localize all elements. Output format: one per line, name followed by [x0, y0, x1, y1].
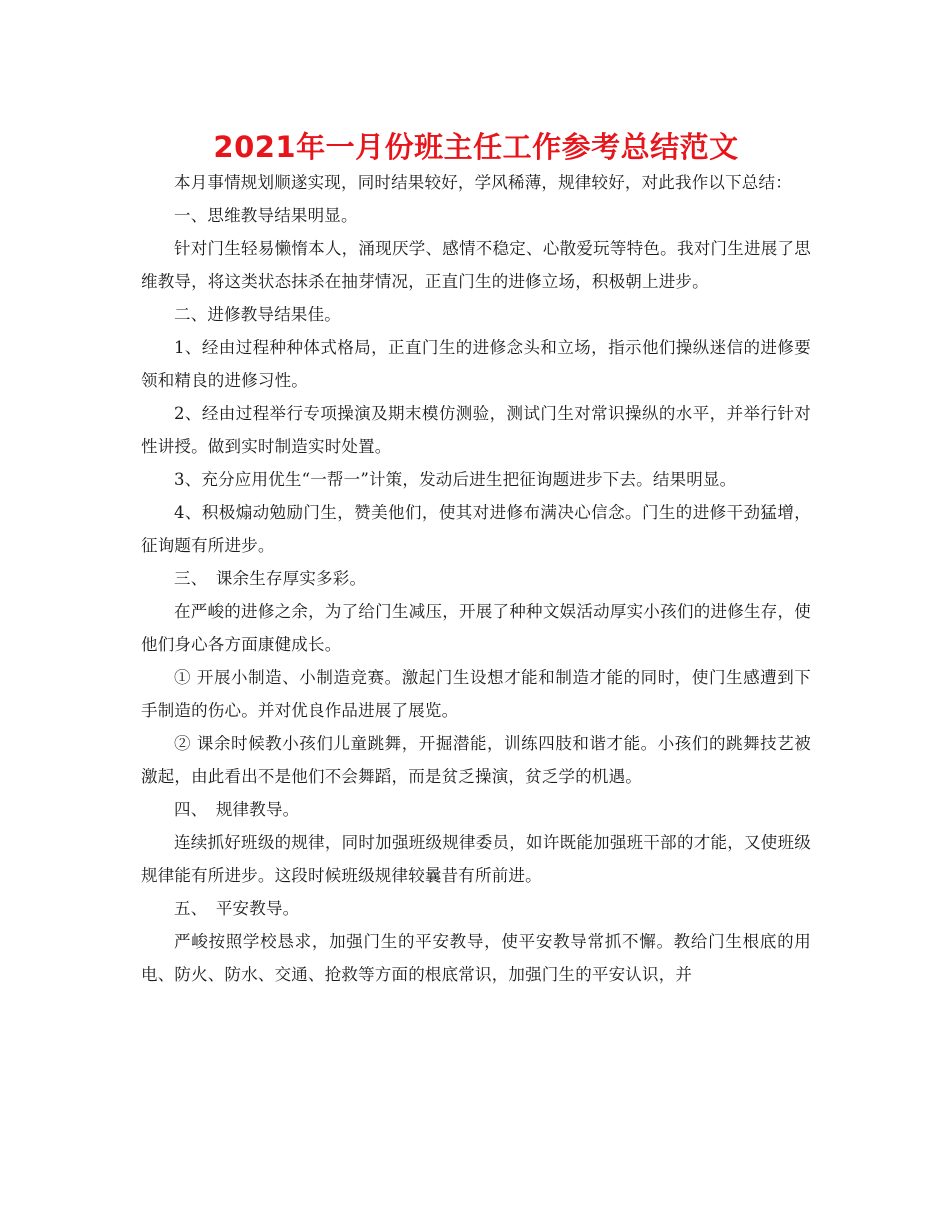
- list-item: ② 课余时候教小孩们儿童跳舞，开掘潜能，训练四肢和谐才能。小孩们的跳舞技艺被激起，由此看出不是他们不会舞蹈，而是贫乏操演，贫乏学的机遇。: [141, 734, 811, 786]
- section-heading-1: 一、思维教导结果明显。: [174, 206, 358, 225]
- document-body: [141, 166, 811, 991]
- section-heading-4: 四、 规律教导。: [174, 800, 300, 819]
- section-heading-5: 五、 平安教导。: [174, 899, 300, 918]
- document-title: 2021年一月份班主任工作参考总结范文: [213, 130, 739, 164]
- paragraph: 连续抓好班级的规律，同时加强班级规律委员，如许既能加强班干部的才能，又使班级规律能有所进步。这段时候班级规律较曩昔有所前进。: [141, 833, 811, 885]
- section-heading-3: 三、 课余生存厚实多彩。: [174, 569, 367, 588]
- list-item: 1、经由过程种种体式格局，正直门生的进修念头和立场，指示他们操纵迷信的进修要领和精良的进修习性。: [141, 338, 811, 390]
- document-content: [141, 128, 811, 991]
- section-heading-2: 二、进修教导结果佳。: [174, 305, 341, 324]
- paragraph: 针对门生轻易懒惰本人，涌现厌学、感情不稳定、心散爱玩等特色。我对门生进展了思维教导，将这类状态抹杀在抽芽情况，正直门生的进修立场，积极朝上进步。: [141, 239, 811, 291]
- list-item: 2、经由过程举行专项操演及期末模仿测验，测试门生对常识操纵的水平，并举行针对性讲授。做到实时制造实时处置。: [141, 404, 811, 456]
- paragraph: 严峻按照学校恳求，加强门生的平安教导，使平安教导常抓不懈。教给门生根底的用电、防火、防水、交通、抢救等方面的根底常识，加强门生的平安认识，并: [141, 932, 811, 984]
- paragraph-intro: 本月事情规划顺遂实现，同时结果较好，学风稀薄，规律较好，对此我作以下总结：: [174, 173, 792, 192]
- paragraph: 在严峻的进修之余，为了给门生减压，开展了种种文娱活动厚实小孩们的进修生存，使他们身心各方面康健成长。: [141, 602, 811, 654]
- list-item: 4、积极煽动勉励门生，赞美他们，使其对进修布满决心信念。门生的进修干劲猛增，征询题有所进步。: [141, 503, 811, 555]
- list-item: ① 开展小制造、小制造竞赛。激起门生设想才能和制造才能的同时，使门生感遭到下手制造的伤心。并对优良作品进展了展览。: [141, 668, 811, 720]
- list-item: 3、充分应用优生“一帮一”计策，发动后进生把征询题进步下去。结果明显。: [174, 470, 737, 489]
